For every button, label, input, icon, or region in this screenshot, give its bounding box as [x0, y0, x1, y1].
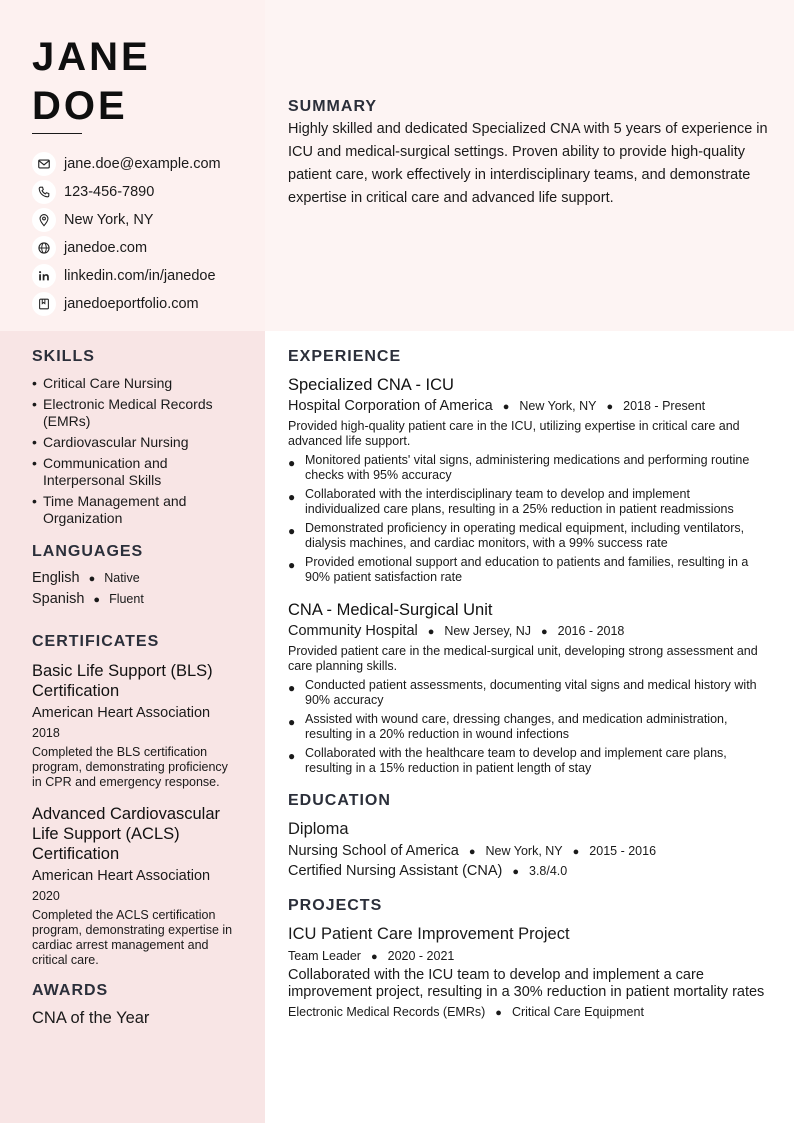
summary-heading: SUMMARY: [288, 98, 378, 115]
project-tags: [288, 1005, 768, 1019]
project-dates: 2020 - 2021: [387, 949, 455, 963]
summary-text: Highly skilled and dedicated Specialized CNA with 5 years of experience in ICU and medical-surgical settings. Proven ability to provide high-quality patient care, work effectively in interdisciplinary teams, and demonstrate expertise in critical care and advanced life support.: [288, 121, 768, 206]
contact-portfolio[interactable]: [32, 290, 221, 318]
contact-portfolio-text: janedoeportfolio.com: [64, 296, 199, 312]
job-entry: [288, 601, 768, 776]
separator-dot: ●: [495, 1007, 502, 1019]
main-content: [288, 348, 768, 1019]
job-bullet: ● Assisted with wound care, dressing changes, and medication administration, resulting in a 20% reduction in wound infections: [288, 712, 768, 742]
award-item: CNA of the Year: [32, 1009, 150, 1027]
separator-dot: ●: [88, 573, 96, 585]
education-program-row: [288, 863, 768, 879]
job-employer: Hospital Corporation of America: [288, 398, 493, 414]
education-gpa: 3.8/4.0: [529, 864, 568, 878]
education-meta: [288, 843, 768, 859]
job-employer: Community Hospital: [288, 623, 418, 639]
skill-label: Critical Care Nursing: [43, 375, 173, 391]
certificate-title: Advanced Cardiovascular Life Support (ACLS) Certification: [32, 805, 221, 863]
skill-label: Electronic Medical Records (EMRs): [43, 396, 213, 429]
skill-item: • Cardiovascular Nursing: [32, 434, 189, 450]
separator-dot: ●: [606, 401, 614, 413]
certificate-year: 2018: [32, 726, 60, 740]
job-bullet: ● Collaborated with the interdisciplinary team to develop and implement individualized care plans, resulting in a 25% reduction in patient readmissions: [288, 487, 768, 517]
job-bullet: ● Collaborated with the healthcare team to develop and implement care plans, resulting in a 15% reduction in patient length of stay: [288, 746, 768, 776]
separator-dot: ●: [512, 866, 519, 878]
education-heading: EDUCATION: [288, 792, 391, 809]
skill-item: • Critical Care Nursing: [32, 375, 173, 391]
certificate-item: [32, 661, 237, 790]
certificate-org: American Heart Association: [32, 705, 211, 721]
languages-heading: LANGUAGES: [32, 543, 144, 560]
education-degree: Diploma: [288, 820, 349, 838]
separator-dot: ●: [502, 401, 510, 413]
contact-phone-text: 123-456-7890: [64, 184, 155, 200]
project-meta: [288, 949, 768, 963]
certificate-title: Basic Life Support (BLS) Certification: [32, 662, 213, 700]
job-bullets: [288, 678, 768, 776]
contact-list: [32, 150, 221, 318]
job-bullet: ● Provided emotional support and education to patients and families, resulting in a 90% patient satisfaction rate: [288, 555, 768, 585]
contact-website[interactable]: [32, 234, 221, 262]
education-dates: 2015 - 2016: [589, 844, 657, 858]
email-icon: [32, 152, 56, 176]
summary-section: [288, 98, 768, 210]
job-description: Provided high-quality patient care in the ICU, utilizing expertise in critical care and advanced life support.: [288, 419, 740, 448]
separator-dot: ●: [427, 626, 435, 638]
contact-location-text: New York, NY: [64, 212, 154, 228]
skill-label: Communication and Interpersonal Skills: [43, 455, 168, 488]
project-description: Collaborated with the ICU team to develop and implement a care improvement project, resulting in a 30% reduction in patient mortality rates: [288, 967, 765, 1000]
skill-item: • Communication and Interpersonal Skills: [32, 455, 237, 489]
phone-icon: [32, 180, 56, 204]
contact-phone[interactable]: [32, 178, 221, 206]
contact-email[interactable]: [32, 150, 221, 178]
location-icon: [32, 208, 56, 232]
project-tag: Electronic Medical Records (EMRs): [288, 1005, 486, 1019]
separator-dot: ●: [93, 594, 101, 606]
language-name: English: [32, 570, 80, 586]
education-entry: [288, 820, 768, 879]
skill-label: Time Management and Organization: [43, 493, 187, 526]
language-item: [32, 570, 237, 591]
linkedin-icon: [32, 264, 56, 288]
job-bullet: ● Conducted patient assessments, documenting vital signs and medical history with 90% accuracy: [288, 678, 768, 708]
skills-heading: SKILLS: [32, 348, 95, 365]
separator-dot: ●: [370, 951, 378, 963]
job-location: New Jersey, NJ: [444, 624, 531, 638]
separator-dot: ●: [468, 846, 476, 858]
languages-list: [32, 570, 237, 612]
certificate-desc: Completed the ACLS certification program, demonstrating expertise in cardiac arrest management and critical care.: [32, 908, 233, 967]
job-location: New York, NY: [519, 399, 597, 413]
project-entry: [288, 925, 768, 1019]
job-bullet-text: Provided emotional support and education to patients and families, resulting in a 90% patient satisfaction rate: [305, 555, 749, 584]
portfolio-icon: [32, 292, 56, 316]
projects-heading: PROJECTS: [288, 897, 383, 914]
job-meta: [288, 623, 768, 639]
job-bullet: ● Monitored patients' vital signs, administering medications and performing routine checks with 95% accuracy: [288, 453, 768, 483]
project-title: ICU Patient Care Improvement Project: [288, 925, 570, 943]
education-location: New York, NY: [485, 844, 563, 858]
globe-icon: [32, 236, 56, 260]
certificate-desc: Completed the BLS certification program, demonstrating proficiency in CPR and emergency response.: [32, 745, 228, 789]
job-description: Provided patient care in the medical-surgical unit, developing strong assessment and care planning skills.: [288, 644, 758, 673]
separator-dot: ●: [541, 626, 548, 638]
job-entry: [288, 376, 768, 585]
language-name: Spanish: [32, 591, 85, 607]
education-program: Certified Nursing Assistant (CNA): [288, 863, 503, 879]
job-meta: [288, 398, 768, 414]
job-title: Specialized CNA - ICU: [288, 376, 454, 394]
contact-website-text: janedoe.com: [64, 240, 148, 256]
job-bullets: [288, 453, 768, 585]
separator-dot: ●: [572, 846, 580, 858]
job-bullet-text: Demonstrated proficiency in operating medical equipment, including ventilators, dialysis machines, and cardiac monitors, with a 99% success rate: [305, 521, 745, 550]
language-level: Fluent: [109, 592, 144, 606]
project-tag: Critical Care Equipment: [511, 1005, 644, 1019]
language-item: [32, 591, 237, 612]
certificates-heading: CERTIFICATES: [32, 633, 160, 650]
job-title: CNA - Medical-Surgical Unit: [288, 601, 493, 619]
first-name: JANE: [32, 35, 151, 79]
contact-linkedin[interactable]: [32, 262, 221, 290]
job-bullet-text: Monitored patients' vital signs, administering medications and performing routine checks with 95% accuracy: [305, 453, 750, 482]
experience-heading: EXPERIENCE: [288, 348, 402, 365]
job-bullet-text: Collaborated with the interdisciplinary team to develop and implement individualized care plans, resulting in a 25% reduction in patient readmissions: [305, 487, 734, 516]
certificate-year: 2020: [32, 889, 60, 903]
contact-linkedin-text: linkedin.com/in/janedoe: [64, 268, 216, 284]
certificate-item: [32, 804, 237, 968]
job-bullet-text: Conducted patient assessments, documenting vital signs and medical history with 90% accuracy: [305, 678, 757, 707]
last-name: DOE: [32, 84, 128, 128]
name-divider: [32, 133, 82, 134]
certificate-org: American Heart Association: [32, 868, 211, 884]
language-level: Native: [104, 571, 140, 585]
skill-item: • Electronic Medical Records (EMRs): [32, 396, 237, 430]
sidebar: [32, 348, 237, 1028]
job-bullet-text: Assisted with wound care, dressing changes, and medication administration, resulting in a 20% reduction in wound infections: [305, 712, 728, 741]
awards-heading: AWARDS: [32, 982, 109, 999]
skills-list: [32, 375, 237, 527]
project-role: Team Leader: [288, 949, 361, 963]
job-bullet-text: Collaborated with the healthcare team to develop and implement care plans, resulting in a 15% reduction in patient length of stay: [305, 746, 727, 775]
candidate-name: [32, 33, 151, 131]
job-dates: 2018 - Present: [623, 399, 706, 413]
job-bullet: ● Demonstrated proficiency in operating medical equipment, including ventilators, dialysis machines, and cardiac monitors, with a 99% success rate: [288, 521, 768, 551]
skill-item: • Time Management and Organization: [32, 493, 237, 527]
education-school: Nursing School of America: [288, 843, 459, 859]
contact-location: [32, 206, 221, 234]
skill-label: Cardiovascular Nursing: [43, 434, 189, 450]
contact-email-text: jane.doe@example.com: [64, 156, 221, 172]
job-dates: 2016 - 2018: [557, 624, 625, 638]
